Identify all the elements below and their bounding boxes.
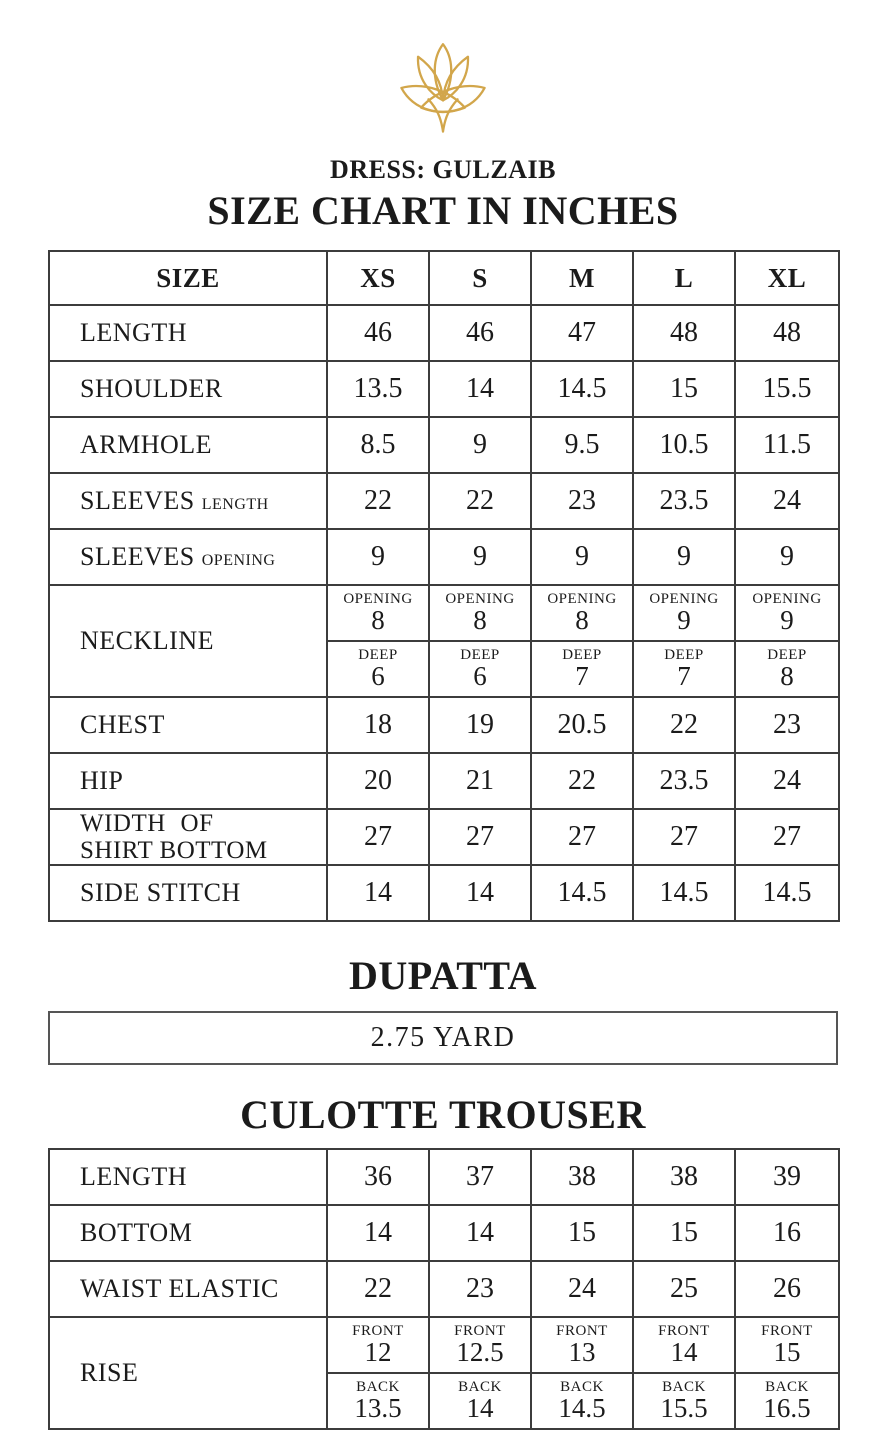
column-header-size: SIZE: [49, 251, 327, 305]
cell-value: 8: [473, 605, 487, 636]
cell-sub: [429, 1373, 531, 1429]
cell-value: 24: [735, 473, 839, 529]
sub-label: BACK: [458, 1378, 502, 1395]
cell-value: 22: [327, 1261, 429, 1317]
cell-value: 23.5: [633, 753, 735, 809]
cell-value: 22: [531, 753, 633, 809]
cell-value: 7: [677, 661, 691, 692]
cell-value: 9: [780, 605, 794, 636]
table-row-armhole: [49, 417, 839, 473]
cell-value: 15: [633, 1205, 735, 1261]
row-label: [49, 529, 327, 585]
cell-value: 18: [327, 697, 429, 753]
cell-value: 13: [568, 1337, 596, 1368]
cell-value: 12.5: [456, 1337, 504, 1368]
cell-sub: [531, 585, 633, 641]
cell-value: 19: [429, 697, 531, 753]
cell-value: 14: [327, 1205, 429, 1261]
sub-label: FRONT: [761, 1322, 813, 1339]
row-label: SIDE STITCH: [49, 865, 327, 921]
row-label: HIP: [49, 753, 327, 809]
cell-value: 8: [371, 605, 385, 636]
cell-value: 14: [670, 1337, 698, 1368]
cell-sub: [429, 1317, 531, 1373]
cell-value: 16.5: [763, 1393, 811, 1424]
row-label-line2: SHIRT BOTTOM: [80, 837, 268, 864]
sub-label: OPENING: [752, 590, 822, 607]
cell-value: 15: [633, 361, 735, 417]
row-label: CHEST: [49, 697, 327, 753]
row-label-main: SLEEVES: [80, 486, 195, 515]
cell-sub: [327, 1373, 429, 1429]
cell-value: 10.5: [633, 417, 735, 473]
row-label: NECKLINE: [49, 585, 327, 697]
cell-sub: [327, 1317, 429, 1373]
table-row-chest: [49, 697, 839, 753]
cell-value: 6: [371, 661, 385, 692]
cell-value: 9: [735, 529, 839, 585]
row-label: LENGTH: [49, 305, 327, 361]
cell-value: 22: [327, 473, 429, 529]
cell-value: 47: [531, 305, 633, 361]
cell-value: 24: [531, 1261, 633, 1317]
row-label-qualifier: OPENING: [201, 552, 276, 569]
row-label-main: SLEEVES: [80, 542, 195, 571]
cell-value: 9.5: [531, 417, 633, 473]
cell-value: 37: [429, 1149, 531, 1205]
page-title: SIZE CHART IN INCHES: [207, 188, 679, 233]
sub-label: OPENING: [547, 590, 617, 607]
brand-logo-wrap: [0, 0, 886, 145]
row-label: ARMHOLE: [49, 417, 327, 473]
row-label-qualifier: LENGTH: [201, 496, 269, 513]
cell-value: 14.5: [735, 865, 839, 921]
sub-label: OPENING: [343, 590, 413, 607]
cell-value: 14: [429, 1205, 531, 1261]
cell-value: 8: [575, 605, 589, 636]
cell-sub: [633, 1317, 735, 1373]
dupatta-value-box: [48, 1011, 838, 1065]
column-header-xs: XS: [327, 251, 429, 305]
cell-value: 9: [633, 529, 735, 585]
cell-value: 9: [429, 417, 531, 473]
cell-value: 22: [633, 697, 735, 753]
sub-label: BACK: [765, 1378, 809, 1395]
cell-value: 24: [735, 753, 839, 809]
sub-label: FRONT: [658, 1322, 710, 1339]
cell-value: 12: [364, 1337, 392, 1368]
row-label: LENGTH: [49, 1149, 327, 1205]
cell-sub: [735, 641, 839, 697]
row-label: WAIST ELASTIC: [49, 1261, 327, 1317]
cell-value: 23: [735, 697, 839, 753]
sub-label: FRONT: [556, 1322, 608, 1339]
cell-value: 14.5: [531, 361, 633, 417]
sub-label: BACK: [356, 1378, 400, 1395]
cell-value: 23: [531, 473, 633, 529]
table-row-trouser-length: [49, 1149, 839, 1205]
cell-value: 22: [429, 473, 531, 529]
cell-value: 14.5: [633, 865, 735, 921]
column-header-m: M: [531, 251, 633, 305]
cell-value: 27: [327, 809, 429, 865]
cell-value: 21: [429, 753, 531, 809]
cell-sub: [531, 1373, 633, 1429]
cell-value: 27: [735, 809, 839, 865]
cell-value: 46: [327, 305, 429, 361]
cell-value: 15: [531, 1205, 633, 1261]
cell-value: 46: [429, 305, 531, 361]
cell-value: 38: [531, 1149, 633, 1205]
dupatta-section-title: DUPATTA: [349, 953, 537, 998]
cell-value: 8.5: [327, 417, 429, 473]
table-row-trouser-bottom: [49, 1205, 839, 1261]
size-chart-table: [48, 250, 840, 922]
table-row-shoulder: [49, 361, 839, 417]
cell-value: 11.5: [735, 417, 839, 473]
cell-value: 39: [735, 1149, 839, 1205]
sub-label: DEEP: [767, 646, 807, 663]
cell-value: 23: [429, 1261, 531, 1317]
cell-value: 27: [531, 809, 633, 865]
cell-value: 8: [780, 661, 794, 692]
cell-sub: [429, 585, 531, 641]
table-row-length: [49, 305, 839, 361]
sub-label: OPENING: [649, 590, 719, 607]
cell-value: 14.5: [558, 1393, 606, 1424]
cell-value: 14: [466, 1393, 494, 1424]
cell-sub: [735, 1317, 839, 1373]
cell-value: 23.5: [633, 473, 735, 529]
cell-value: 7: [575, 661, 589, 692]
cell-value: 14.5: [531, 865, 633, 921]
cell-sub: [735, 1373, 839, 1429]
column-header-xl: XL: [735, 251, 839, 305]
sub-label: DEEP: [460, 646, 500, 663]
cell-value: 38: [633, 1149, 735, 1205]
header-row: [49, 251, 839, 305]
cell-sub: [327, 641, 429, 697]
cell-value: 9: [429, 529, 531, 585]
table-row-rise-front: [49, 1317, 839, 1373]
cell-value: 13.5: [327, 361, 429, 417]
cell-value: 9: [531, 529, 633, 585]
sub-label: DEEP: [358, 646, 398, 663]
cell-value: 15: [773, 1337, 801, 1368]
sub-label: DEEP: [664, 646, 704, 663]
cell-value: 48: [633, 305, 735, 361]
table-row-sleeves-opening: [49, 529, 839, 585]
cell-sub: [633, 1373, 735, 1429]
cell-value: 16: [735, 1205, 839, 1261]
cell-value: 14: [429, 361, 531, 417]
lotus-logo-icon: [391, 40, 495, 140]
cell-value: 20.5: [531, 697, 633, 753]
cell-value: 27: [429, 809, 531, 865]
cell-value: 13.5: [354, 1393, 402, 1424]
column-header-l: L: [633, 251, 735, 305]
dress-name-label: DRESS: GULZAIB: [330, 155, 556, 184]
table-row-waist-elastic: [49, 1261, 839, 1317]
row-label: [49, 809, 327, 865]
trouser-section-title: CULOTTE TROUSER: [240, 1092, 646, 1137]
cell-value: 36: [327, 1149, 429, 1205]
cell-value: 9: [677, 605, 691, 636]
cell-value: 26: [735, 1261, 839, 1317]
table-row-hip: [49, 753, 839, 809]
row-label: [49, 473, 327, 529]
cell-value: 27: [633, 809, 735, 865]
cell-value: 14: [327, 865, 429, 921]
cell-value: 25: [633, 1261, 735, 1317]
sub-label: FRONT: [352, 1322, 404, 1339]
cell-sub: [735, 585, 839, 641]
row-label: SHOULDER: [49, 361, 327, 417]
sub-label: FRONT: [454, 1322, 506, 1339]
cell-sub: [327, 585, 429, 641]
cell-value: 15.5: [660, 1393, 708, 1424]
cell-value: 14: [429, 865, 531, 921]
cell-value: 9: [327, 529, 429, 585]
cell-value: 15.5: [735, 361, 839, 417]
trouser-chart-table: [48, 1148, 840, 1430]
cell-sub: [531, 641, 633, 697]
cell-sub: [429, 641, 531, 697]
cell-sub: [531, 1317, 633, 1373]
cell-sub: [633, 585, 735, 641]
sub-label: BACK: [560, 1378, 604, 1395]
table-row-neckline-opening: [49, 585, 839, 641]
table-row-width-of-shirt-bottom: [49, 809, 839, 865]
sub-label: DEEP: [562, 646, 602, 663]
sub-label: OPENING: [445, 590, 515, 607]
table-row-side-stitch: [49, 865, 839, 921]
dupatta-value: 2.75 YARD: [370, 1022, 516, 1053]
table-row-sleeves-length: [49, 473, 839, 529]
sub-label: BACK: [662, 1378, 706, 1395]
cell-sub: [633, 641, 735, 697]
column-header-s: S: [429, 251, 531, 305]
cell-value: 6: [473, 661, 487, 692]
cell-value: 48: [735, 305, 839, 361]
row-label: RISE: [49, 1317, 327, 1429]
row-label-line1: WIDTH OF: [80, 810, 214, 837]
cell-value: 20: [327, 753, 429, 809]
row-label: BOTTOM: [49, 1205, 327, 1261]
